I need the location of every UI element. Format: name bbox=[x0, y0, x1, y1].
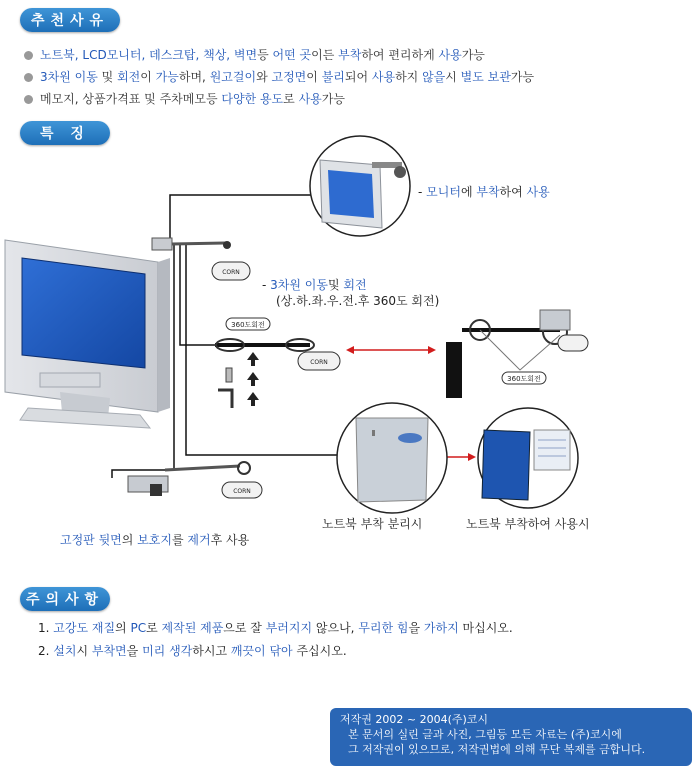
caution-item-2: 2. 설치시 부착면을 미리 생각하시고 깨끗이 닦아 주십시오. bbox=[38, 644, 347, 658]
notebook-attach-circle bbox=[478, 408, 578, 508]
copyright-line-3: 그 저작권이 있으므로, 저작권법에 의해 무단 복제를 금합니다. bbox=[348, 743, 646, 756]
section-header-features: 특 징 bbox=[20, 121, 110, 145]
copyright-title: 저작권 2002 ~ 2004(주)코시 bbox=[340, 713, 489, 726]
monitor-attach-circle bbox=[310, 136, 410, 236]
reason-item-1: 노트북, LCD모니터, 데스크탑, 책상, 벽면등 어떤 곳이든 부착하여 편리하게 사용가능 bbox=[24, 46, 485, 63]
rotate-label-right: 360도회전 bbox=[507, 375, 541, 383]
base-plate-drawing bbox=[128, 462, 262, 498]
caption-3d-move: - 3차원 이동및 회전 bbox=[262, 278, 367, 292]
monitor-drawing bbox=[5, 240, 170, 428]
section-header-reasons: 추천사유 bbox=[20, 8, 120, 32]
copyright-box bbox=[330, 708, 692, 766]
red-arrow-top bbox=[346, 346, 436, 354]
rotate-brand-label: CORN bbox=[310, 359, 328, 366]
base-brand-label: CORN bbox=[233, 488, 251, 495]
clip-brand-label: CORN bbox=[222, 269, 240, 276]
rotation-mechanism bbox=[215, 318, 340, 408]
caution-item-1: 1. 고강도 재질의 PC로 제작된 제품으로 잘 부러지지 않으나, 무리한 힘을 가하지 마십시오. bbox=[38, 621, 513, 635]
caption-base-plate: 고정판 뒷면의 보호지를 제거후 사용 bbox=[60, 533, 250, 547]
copyright-line-2: 본 문서의 실린 글과 사진, 그림등 모든 자료는 (주)코시에 bbox=[348, 728, 622, 741]
clip-device bbox=[212, 262, 250, 280]
caption-notebook-detach: 노트북 부착 분리시 bbox=[322, 517, 423, 531]
caption-monitor-attach: - 모니터에 부착하여 사용 bbox=[418, 185, 550, 199]
rotate-label-left: 360도회전 bbox=[231, 321, 265, 329]
caption-notebook-attach: 노트북 부착하여 사용시 bbox=[466, 517, 590, 531]
reason-item-2: 3차원 이동 및 회전이 가능하며, 원고걸이와 고정면이 불리되어 사용하지 않을시 별도 보관가능 bbox=[24, 68, 534, 85]
section-header-cautions: 주의사항 bbox=[20, 587, 110, 611]
rotation-detail-right bbox=[446, 310, 588, 398]
caption-rotation-detail: (상.하.좌.우.전.후 360도 회전) bbox=[276, 294, 440, 308]
notebook-detach-circle bbox=[337, 403, 447, 513]
arm-on-monitor bbox=[152, 238, 231, 250]
reason-item-3: 메모지, 상품가격표 및 주차메모등 다양한 용도로 사용가능 bbox=[24, 90, 345, 107]
